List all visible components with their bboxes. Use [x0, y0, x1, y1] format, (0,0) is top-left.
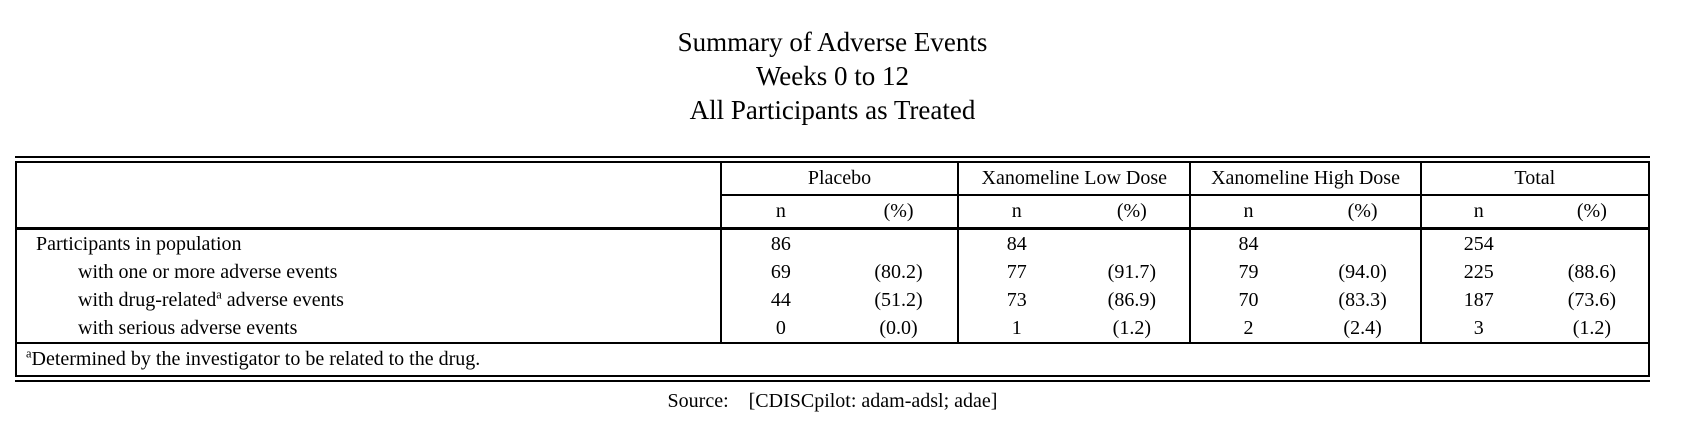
table-row-one-or-more-adverse-events — [16, 258, 1649, 286]
table-row-serious-adverse-events — [16, 314, 1649, 343]
cell-n-placebo: 44 — [721, 286, 840, 314]
footnote-cell — [16, 343, 1649, 379]
cell-pct-total: (73.6) — [1567, 288, 1617, 311]
subheader-n-total: n — [1421, 195, 1536, 229]
row-label-text: with one or more adverse events — [78, 260, 338, 283]
cell-pct-total — [1536, 229, 1649, 259]
stub-subheader-cell — [16, 195, 721, 229]
subheader-n-xan-low: n — [958, 195, 1074, 229]
cell-pct-xan-low: (91.7) — [1107, 260, 1156, 283]
row-label — [16, 286, 721, 314]
report-title-block — [15, 0, 1650, 127]
cell-n-total: 254 — [1421, 229, 1536, 259]
column-header-xanomeline-low-dose: Xanomeline Low Dose — [958, 160, 1190, 196]
cell-n-xan-low: 73 — [958, 286, 1074, 314]
cell-n-placebo: 0 — [721, 314, 840, 343]
cell-pct-total: (88.6) — [1567, 260, 1617, 283]
cell-n-placebo: 86 — [721, 229, 840, 259]
cell-pct-xan-high: (94.0) — [1338, 260, 1387, 283]
report-title-line-3: All Participants as Treated — [689, 95, 976, 125]
cell-n-total: 225 — [1421, 258, 1536, 286]
row-label-text: with serious adverse events — [78, 316, 298, 339]
row-label-text: with drug-related — [78, 288, 217, 311]
subheader-pct-placebo: (%) — [840, 195, 958, 229]
adverse-events-table — [15, 156, 1650, 382]
cell-n-xan-high: 2 — [1190, 314, 1305, 343]
table-row-drug-related-adverse-events — [16, 286, 1649, 314]
subheader-n-placebo: n — [721, 195, 840, 229]
source-line: Source: [CDISCpilot: adam-adsl; adae] — [667, 390, 998, 412]
subheader-row — [16, 195, 1649, 229]
subheader-n-xan-high: n — [1190, 195, 1305, 229]
cell-pct-placebo — [840, 229, 958, 259]
row-label-superscript: a — [216, 286, 222, 301]
footnote-superscript: a — [26, 346, 32, 361]
cell-pct-total: (1.2) — [1572, 316, 1612, 339]
column-header-xanomeline-high-dose: Xanomeline High Dose — [1190, 160, 1420, 196]
cell-pct-xan-high — [1306, 229, 1421, 259]
cell-n-xan-high: 84 — [1190, 229, 1305, 259]
row-label — [16, 229, 721, 259]
cell-n-xan-low: 84 — [958, 229, 1074, 259]
cell-pct-xan-low — [1074, 229, 1190, 259]
row-label-text-post: adverse events — [221, 288, 344, 311]
cell-n-xan-high: 79 — [1190, 258, 1305, 286]
footnote-text: Determined by the investigator to be related to the drug. — [31, 348, 481, 370]
group-header-row — [16, 160, 1649, 196]
cell-pct-xan-high: (83.3) — [1338, 288, 1387, 311]
cell-pct-placebo: (51.2) — [874, 288, 923, 311]
cell-pct-xan-high: (2.4) — [1343, 316, 1382, 339]
column-header-placebo: Placebo — [721, 160, 958, 196]
report-title-line-1: Summary of Adverse Events — [677, 27, 988, 57]
cell-pct-xan-low: (86.9) — [1107, 288, 1156, 311]
subheader-pct-xan-low: (%) — [1074, 195, 1190, 229]
table-row-participants-in-population — [16, 229, 1649, 259]
row-label-text: Participants in population — [36, 232, 242, 255]
cell-n-total: 187 — [1421, 286, 1536, 314]
footnote-row — [16, 343, 1649, 379]
subheader-pct-xan-high: (%) — [1306, 195, 1421, 229]
cell-n-xan-high: 70 — [1190, 286, 1305, 314]
subheader-pct-total: (%) — [1536, 195, 1649, 229]
cell-pct-placebo: (0.0) — [879, 316, 918, 339]
report-title-line-2: Weeks 0 to 12 — [755, 61, 910, 91]
row-label — [16, 314, 721, 343]
cell-pct-xan-low: (1.2) — [1112, 316, 1151, 339]
cell-n-xan-low: 77 — [958, 258, 1074, 286]
cell-pct-placebo: (80.2) — [874, 260, 923, 283]
row-label — [16, 258, 721, 286]
cell-n-total: 3 — [1421, 314, 1536, 343]
cell-n-xan-low: 1 — [958, 314, 1074, 343]
cell-n-placebo: 69 — [721, 258, 840, 286]
column-header-total: Total — [1421, 160, 1649, 196]
stub-header-cell — [16, 160, 721, 196]
